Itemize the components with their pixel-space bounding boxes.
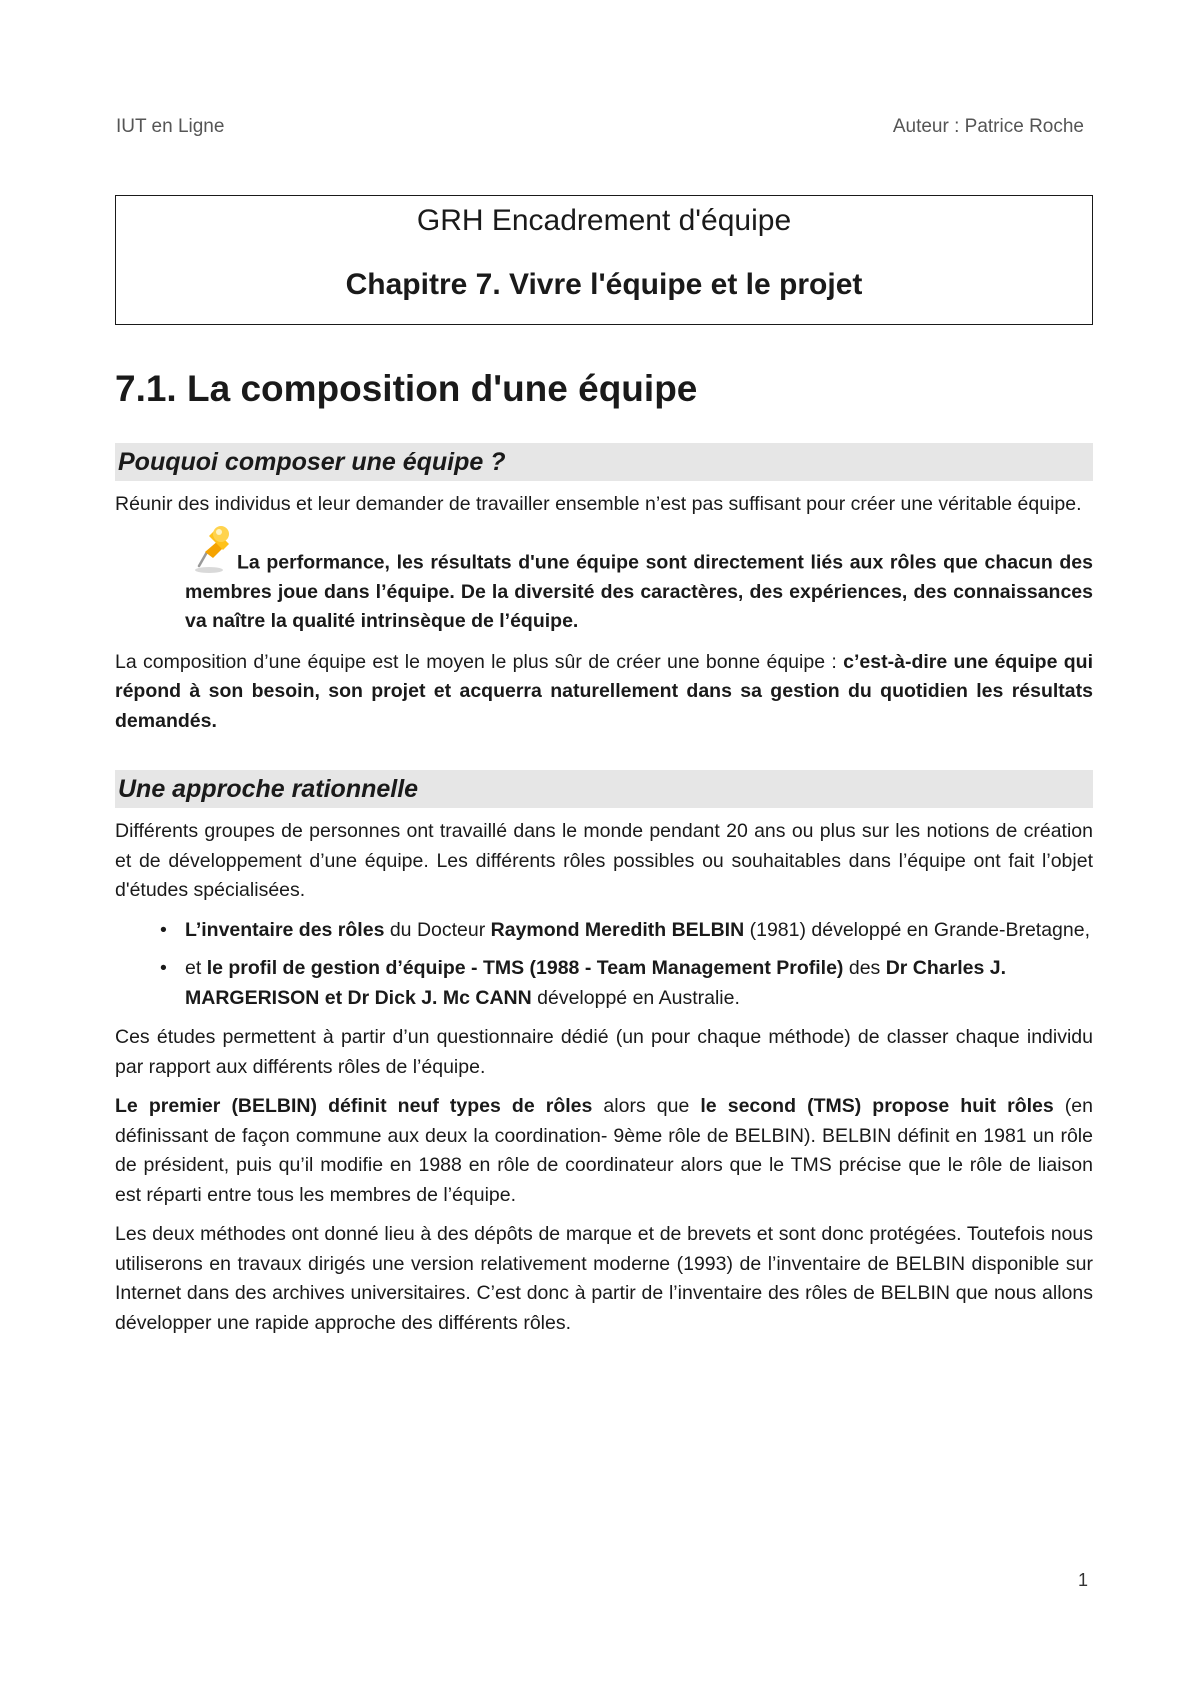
course-title: GRH Encadrement d'équipe [416, 204, 792, 237]
header-left-text: IUT en Ligne [116, 116, 225, 137]
list-item-belbin [185, 916, 1093, 946]
belbin-text-1: du Docteur [384, 918, 491, 941]
paragraph-studies: Différents groupes de personnes ont travaillé dans le monde pendant 20 ans ou plus sur les notions de création et de développement d’une équipe. Les différents rôles possibles ou souhaitables dans l’équipe ont fait l’objet d'études spécialisées. [115, 820, 1093, 901]
paragraph-roles-comparison [115, 1092, 1093, 1210]
tms-text-2: des [843, 957, 886, 979]
comparison-text-2: (en définissant de façon commune aux deux la coordination- 9ème rôle de BELBIN). BELBIN définit en 1981 un rôle de président, puis qu’il modifie en 1988 en rôle de coordinateur alors que le TMS précise que le rôle de liaison est réparti entre tous les membres de l’équipe. [115, 1095, 1093, 1206]
pushpin-icon [185, 536, 233, 578]
section-heading: 7.1. La composition d'une équipe [115, 368, 698, 409]
belbin-inventory: L’inventaire des rôles [185, 918, 385, 941]
header-right-text: Auteur : Patrice Roche [892, 116, 1084, 137]
belbin-name: Raymond Meredith BELBIN [490, 918, 745, 941]
tms-text-1: et [185, 957, 207, 979]
paragraph-composition [115, 648, 1093, 737]
comparison-text-1: alors que [592, 1095, 701, 1117]
belbin-roles: Le premier (BELBIN) définit neuf types de rôles [115, 1095, 593, 1117]
tms-text-3: développé en Australie. [531, 986, 740, 1009]
note-text: La performance, les résultats d'une équipe sont directement liés aux rôles que chacun des membres joue dans l’équipe. De la diversité des caractères, des expériences, des connaissances va naître la qualité intrinsèque de l’équipe. [185, 551, 1093, 632]
paragraph-methods-protected: Les deux méthodes ont donné lieu à des dépôts de marque et de brevets et sont donc protégées. Toutefois nous utiliserons en travaux dirigés une version relativement moderne (1993) de l’inventaire de BELBIN disponible sur Internet dans des archives universitaires. C’est donc à partir de l’inventaire des rôles de BELBIN que nous allons développer une rapide approche des différents rôles. [115, 1223, 1093, 1334]
page-number: 1 [1077, 1570, 1088, 1590]
composition-emphasis: c’est-à-dire une équipe qui répond à son besoin, son projet et acquerra naturellement dans sa gestion du quotidien les résultats demandés. [115, 650, 1094, 732]
page-content [115, 365, 1093, 1348]
composition-text: La composition d’une équipe est le moyen le plus sûr de créer une bonne équipe : [115, 650, 844, 673]
paragraph-intro: Réunir des individus et leur demander de travailler ensemble n’est pas suffisant pour créer une véritable équipe. [115, 493, 1082, 515]
belbin-text-2: (1981) développé en Grande-Bretagne, [744, 918, 1091, 941]
subheading-rational-approach: Une approche rationnelle [115, 770, 1093, 808]
tms-roles: le second (TMS) propose huit rôles [700, 1095, 1054, 1117]
tms-profile: le profil de gestion d’équipe - TMS (1988 - Team Management Profile) [206, 957, 844, 979]
list-item-tms [185, 954, 1093, 1013]
subheading-why-compose: Pouquoi composer une équipe ? [115, 443, 1093, 481]
methods-list [115, 916, 1093, 1014]
chapter-title: Chapitre 7. Vivre l'équipe et le projet [345, 268, 863, 301]
paragraph-questionnaire: Ces études permettent à partir d’un questionnaire dédié (un pour chaque méthode) de classer chaque individu par rapport aux différents rôles de l’équipe. [115, 1026, 1093, 1078]
note-block [185, 536, 1093, 637]
title-box [115, 195, 1093, 325]
tms-authors: Dr Charles J. MARGERISON et Dr Dick J. Mc CANN [185, 957, 1007, 1009]
